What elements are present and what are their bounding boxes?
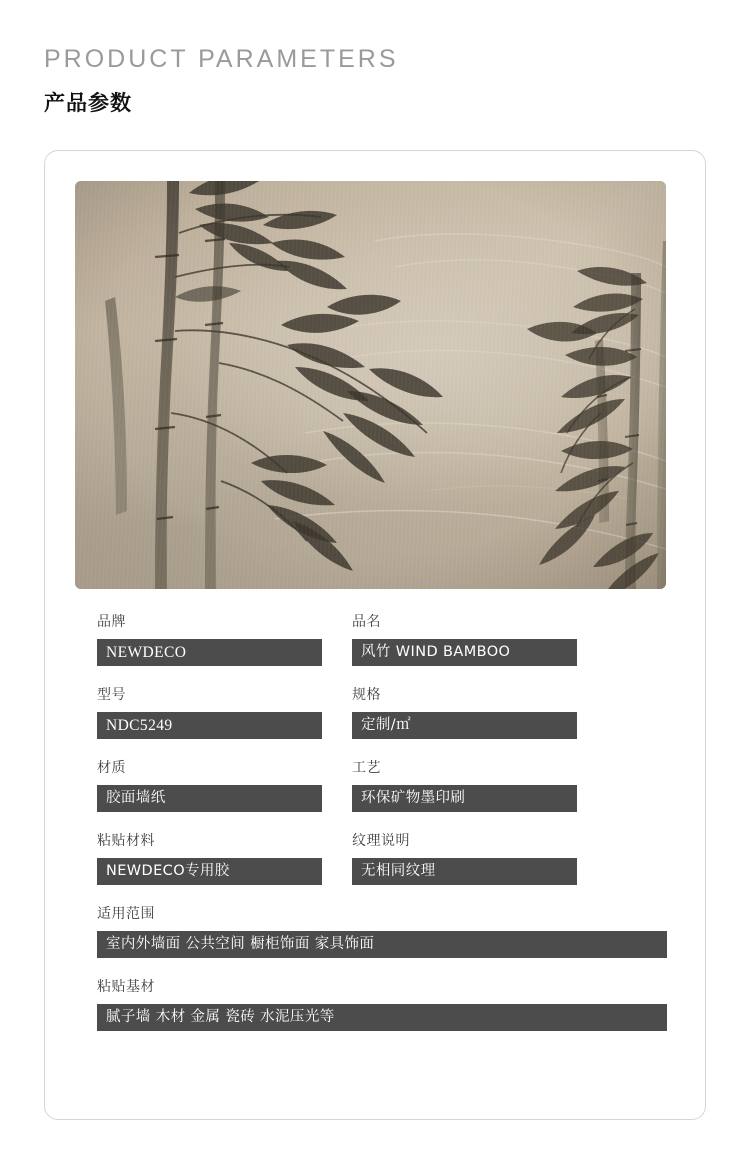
spec-row [97,757,667,812]
spec-label: 材质 [97,760,126,776]
spec-row [97,976,667,1031]
spec-label: 工艺 [352,760,381,776]
spec-list [97,611,667,1049]
spec-item-material [97,757,322,812]
spec-value: NDC5249 [97,712,322,739]
spec-label: 规格 [352,687,381,703]
spec-value: NEWDECO [97,639,322,666]
spec-item-model [97,684,322,739]
page-title-en: PRODUCT PARAMETERS [44,45,399,73]
spec-value: 腻子墙 木材 金属 瓷砖 水泥压光等 [97,1004,667,1031]
spec-label: 品名 [352,614,381,630]
spec-row [97,611,667,666]
page-header [0,0,750,117]
spec-item-product-name [352,611,577,666]
product-image-vignette [75,181,666,589]
spec-value: 胶面墙纸 [97,785,322,812]
spec-value: 无相同纹理 [352,858,577,885]
spec-item-craft [352,757,577,812]
spec-value: 环保矿物墨印刷 [352,785,577,812]
spec-label: 适用范围 [97,906,155,922]
spec-label: 粘贴基材 [97,979,155,995]
spec-row [97,684,667,739]
spec-item-texture-note [352,830,577,885]
spec-row [97,830,667,885]
spec-item-application-scope [97,903,667,958]
spec-item-adhesive [97,830,322,885]
spec-value: 风竹 WIND BAMBOO [352,639,577,666]
spec-item-substrate [97,976,667,1031]
page-title-cn: 产品参数 [44,91,132,115]
spec-item-specification [352,684,577,739]
spec-label: 粘贴材料 [97,833,155,849]
spec-value: 定制/㎡ [352,712,577,739]
product-parameters-card [44,150,706,1120]
spec-label: 型号 [97,687,126,703]
product-image [75,181,666,589]
spec-label: 品牌 [97,614,126,630]
spec-row [97,903,667,958]
spec-item-brand [97,611,322,666]
spec-value: 室内外墙面 公共空间 橱柜饰面 家具饰面 [97,931,667,958]
spec-value: NEWDECO专用胶 [97,858,322,885]
spec-label: 纹理说明 [352,833,410,849]
